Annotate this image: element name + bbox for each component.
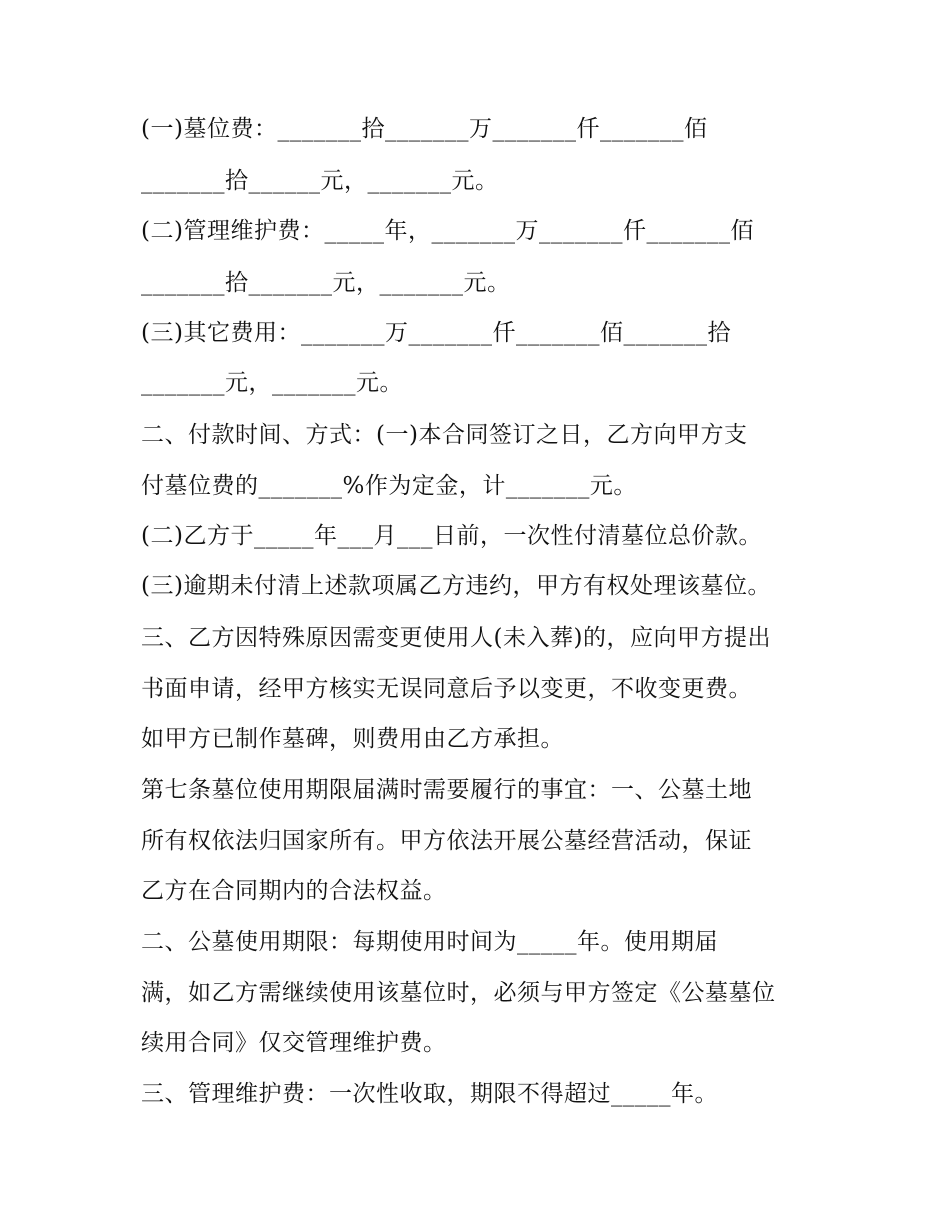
text-line-usage-term: 二、公墓使用期限：每期使用时间为_____年。使用期届: [141, 929, 718, 955]
text-line-change-user-cont: 书面申请，经甲方核实无误同意后予以变更，不收变更费。: [141, 676, 752, 702]
text-line-land-ownership: 所有权依法归国家所有。甲方依法开展公墓经营活动，保证: [141, 828, 752, 854]
text-line-deposit: 付墓位费的_______%作为定金，计_______元。: [141, 473, 637, 499]
text-line-maintenance-fee: (二)管理维护费：_____年，_______万_______仟_______佰: [141, 218, 754, 244]
text-line-payment-method: 二、付款时间、方式：(一)本合同签订之日，乙方向甲方支: [141, 422, 748, 448]
text-line-tombstone-cost: 如甲方已制作墓碑，则费用由乙方承担。: [141, 726, 564, 752]
text-line-article-seven: 第七条墓位使用期限届满时需要履行的事宜：一、公墓土地: [141, 777, 752, 803]
text-line-other-fees-cont: _______元，_______元。: [141, 370, 403, 396]
text-line-maintenance-fee-cont: _______拾_______元，_______元。: [141, 270, 511, 296]
text-line-legal-rights: 乙方在合同期内的合法权益。: [141, 878, 447, 904]
text-line-renewal: 满，如乙方需继续使用该墓位时，必须与甲方签定《公墓墓位: [141, 980, 776, 1006]
text-line-default: (三)逾期未付清上述款项属乙方违约，甲方有权处理该墓位。: [141, 573, 771, 599]
text-line-other-fees: (三)其它费用：_______万_______仟_______佰_______拾: [141, 320, 731, 346]
text-line-maintenance-term: 三、管理维护费：一次性收取，期限不得超过_____年。: [141, 1081, 718, 1107]
text-line-grave-fee: (一)墓位费：_______拾_______万_______仟_______佰: [141, 116, 708, 142]
text-line-grave-fee-cont: _______拾______元，_______元。: [141, 168, 499, 194]
text-line-change-user: 三、乙方因特殊原因需变更使用人(未入葬)的，应向甲方提出: [141, 625, 771, 651]
text-line-full-payment: (二)乙方于_____年___月___日前，一次性付清墓位总价款。: [141, 523, 762, 549]
text-line-renewal-cont: 续用合同》仅交管理维护费。: [141, 1030, 447, 1056]
